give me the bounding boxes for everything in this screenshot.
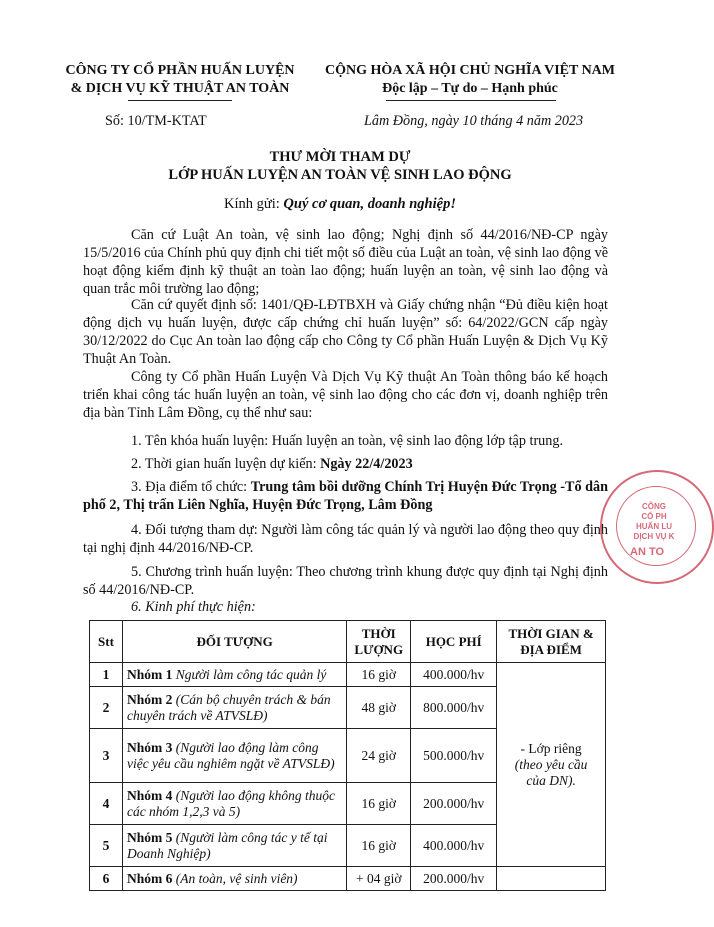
row-stt: 3 <box>90 729 123 783</box>
time-place-note <box>497 663 606 867</box>
company-name-line1: CÔNG TY CỔ PHẦN HUẤN LUYỆN <box>65 63 295 78</box>
row-fee: 200.000/hv <box>411 783 497 825</box>
nation-line2: Độc lập – Tự do – Hạnh phúc <box>382 81 558 96</box>
header-fee: HỌC PHÍ <box>411 621 497 663</box>
place-note-line1: - Lớp riêng <box>520 740 582 756</box>
greeting-prefix: Kính gửi: <box>224 196 284 212</box>
seal-text-fragment: CÔNG CỔ PH HUẤN LU DỊCH VỤ K <box>633 502 675 541</box>
row-fee: 400.000/hv <box>411 825 497 867</box>
item-5 <box>83 563 608 599</box>
item-5-text: 5. Chương trình huấn luyện: Theo chương trình khung được quy định tại Nghị định số 44/2016/NĐ-CP. <box>83 564 608 598</box>
greeting <box>60 196 620 213</box>
place-note-line2: (theo yêu cầu của DN). <box>514 756 588 788</box>
company-seal-stamp <box>600 470 714 584</box>
row-target <box>122 783 346 825</box>
company-name-line2: & DỊCH VỤ KỸ THUẬT AN TOÀN <box>70 81 290 96</box>
seal-text-fragment-2: AN TO <box>630 546 665 558</box>
row-target <box>122 729 346 783</box>
paragraph-legal-basis <box>83 226 608 298</box>
row-desc: Người làm công tác quản lý <box>175 666 327 682</box>
item-3-label: 3. Địa điểm tổ chức: <box>131 479 251 495</box>
header-stt: Stt <box>90 621 123 663</box>
row-time-place-empty <box>497 867 606 891</box>
row-target <box>122 663 346 687</box>
motto-underline <box>386 100 556 101</box>
row-fee: 800.000/hv <box>411 687 497 729</box>
nation-line1: CỘNG HÒA XÃ HỘI CHỦ NGHĨA VIỆT NAM <box>324 63 615 78</box>
row-group: Nhóm 5 <box>126 829 173 845</box>
title-line2: LỚP HUẤN LUYỆN AN TOÀN VỆ SINH LAO ĐỘNG <box>168 167 512 183</box>
item-3-text <box>83 478 608 514</box>
row-desc: (Người lao động không thuộc các nhóm 1,2,3 và 5) <box>126 787 336 819</box>
row-duration: 24 giờ <box>347 729 411 783</box>
item-1-text: 1. Tên khóa huấn luyện: Huấn luyện an toàn, vệ sinh lao động lớp tập trung. <box>131 433 563 449</box>
row-stt: 6 <box>90 867 123 891</box>
row-fee: 200.000/hv <box>411 867 497 891</box>
row-desc: (An toàn, vệ sinh viên) <box>175 870 298 886</box>
item-3-value: Trung tâm bồi dưỡng Chính Trị Huyện Đức Trọng -Tổ dân phố 2, Thị trấn Liên Nghĩa, Huyện Đức Trọng, Lâm Đồng <box>83 479 608 513</box>
place-date: Lâm Đồng, ngày 10 tháng 4 năm 2023 <box>364 113 584 129</box>
row-group: Nhóm 1 <box>126 666 173 682</box>
row-stt: 2 <box>90 687 123 729</box>
row-target <box>122 825 346 867</box>
row-target <box>122 687 346 729</box>
national-motto <box>310 62 630 98</box>
row-fee: 500.000/hv <box>411 729 497 783</box>
row-desc: (Người lao động làm công việc yêu cầu nghiêm ngặt về ATVSLĐ) <box>126 739 335 771</box>
greeting-recipient: Quý cơ quan, doanh nghiệp! <box>283 196 456 212</box>
item-2 <box>83 455 608 473</box>
row-target <box>122 867 346 891</box>
item-4 <box>83 521 608 557</box>
company-name <box>55 62 305 98</box>
row-duration: 16 giờ <box>347 783 411 825</box>
row-desc: (Người làm công tác y tế tại Doanh Nghiệp) <box>126 829 328 861</box>
row-stt: 4 <box>90 783 123 825</box>
item-2-text <box>83 455 608 473</box>
item-2-label: 2. Thời gian huấn luyện dự kiến: <box>131 456 321 472</box>
header-time-place: THỜI GIAN & ĐỊA ĐIỂM <box>497 621 606 663</box>
row-group: Nhóm 4 <box>126 787 173 803</box>
row-group: Nhóm 6 <box>126 870 173 886</box>
row-duration: 48 giờ <box>347 687 411 729</box>
row-duration: 16 giờ <box>347 663 411 687</box>
item-4-text: 4. Đối tượng tham dự: Người làm công tác quản lý và người lao động theo quy định tại nghị định 44/2016/NĐ-CP. <box>83 522 608 556</box>
title-line1: THƯ MỜI THAM DỰ <box>269 149 411 165</box>
table-row <box>90 663 606 687</box>
item-1 <box>83 432 608 450</box>
header-duration: THỜI LƯỢNG <box>347 621 411 663</box>
fee-table-header <box>90 621 606 663</box>
row-stt: 1 <box>90 663 123 687</box>
row-duration: 16 giờ <box>347 825 411 867</box>
row-stt: 5 <box>90 825 123 867</box>
row-duration: + 04 giờ <box>347 867 411 891</box>
item-6-text: 6. Kinh phí thực hiện: <box>131 599 256 615</box>
item-3 <box>83 478 608 514</box>
document-number: Số: 10/TM-KTAT <box>105 113 207 129</box>
row-fee: 400.000/hv <box>411 663 497 687</box>
header-target: ĐỐI TƯỢNG <box>122 621 346 663</box>
letter-title <box>60 148 620 184</box>
row-group: Nhóm 2 <box>126 691 173 707</box>
paragraph-decision <box>83 296 608 368</box>
paragraph-2: Căn cứ quyết định số: 1401/QĐ-LĐTBXH và Giấy chứng nhận “Đủ điều kiện hoạt động dịch vụ huấn luyện, được cấp chứng chỉ huấn luyện” số: 64/2022/GCN cấp ngày 30/12/2022 do Cục An toàn lao động cấp cho Công ty Cổ phần Huấn Luyện & Dịch Vụ Kỹ Thuật An Toàn. <box>83 297 608 367</box>
item-6 <box>83 598 608 616</box>
company-underline <box>128 100 232 101</box>
item-2-value: Ngày 22/4/2023 <box>320 456 413 472</box>
paragraph-3: Công ty Cổ phần Huấn Luyện Và Dịch Vụ Kỹ thuật An Toàn thông báo kế hoạch triển khai công tác huấn luyện an toàn, vệ sinh lao động cho các đơn vị, doanh nghiệp trên địa bàn Tỉnh Lâm Đồng, cụ thể như sau: <box>83 369 608 421</box>
paragraph-1: Căn cứ Luật An toàn, vệ sinh lao động; Nghị định số 44/2016/NĐ-CP ngày 15/5/2016 của Chính phủ quy định chi tiết một số điều của Luật an toàn, vệ sinh lao động về hoạt động kiểm định kỹ thuật an toàn lao động; huấn luyện an toàn, vệ sinh lao động và quan trắc môi trường lao động; <box>83 227 608 297</box>
table-row <box>90 867 606 891</box>
paragraph-announcement <box>83 368 608 422</box>
row-desc: (Cán bộ chuyên trách & bán chuyên trách về ATVSLĐ) <box>126 691 331 723</box>
row-group: Nhóm 3 <box>126 739 173 755</box>
fee-table <box>89 620 606 891</box>
